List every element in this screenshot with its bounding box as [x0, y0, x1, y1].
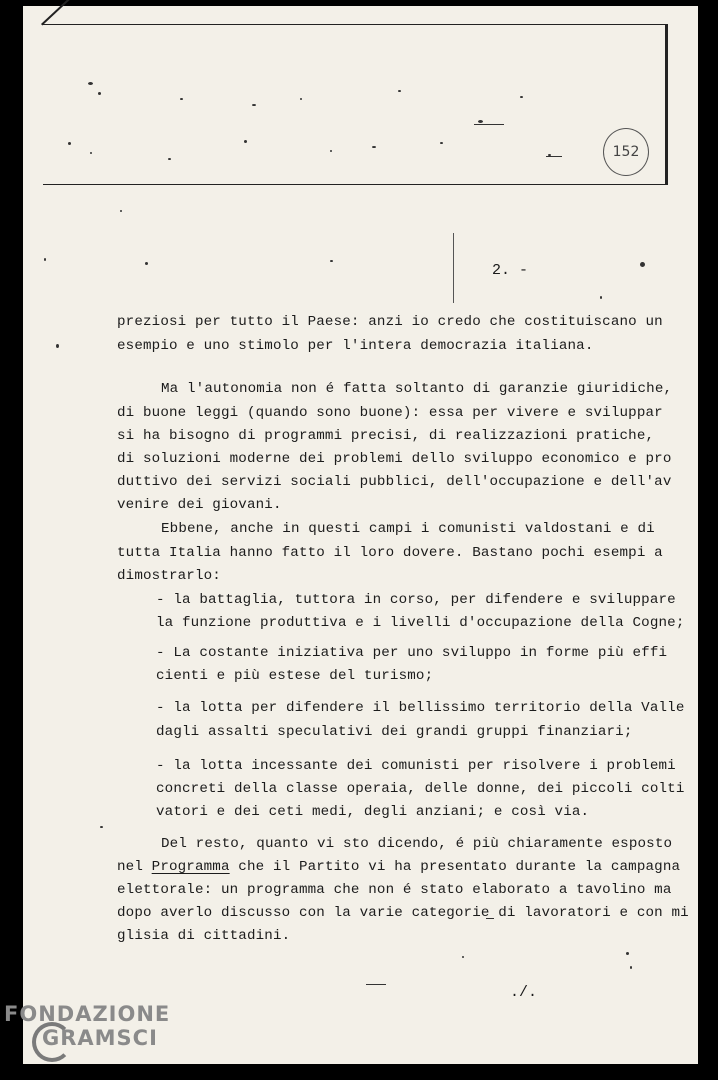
list-item-text: cienti e più estese del turismo;: [156, 668, 434, 684]
text-line: duttivo dei servizi sociali pubblici, dell'occupazione e dell'av: [117, 474, 672, 490]
text-line: elettorale: un programma che non é stato elaborato a tavolino ma: [117, 882, 672, 898]
text-line: preziosi per tutto il Paese: anzi io credo che costituiscano un: [117, 314, 663, 330]
text-line: glisia di cittadini.: [117, 928, 291, 944]
archive-number-stamp: 152: [603, 128, 649, 176]
programma-underlined: Programma: [151, 859, 230, 875]
page-divider-mark: [453, 233, 454, 303]
text-line: di buone leggi (quando sono buone): essa per vivere e sviluppar: [117, 405, 663, 421]
list-item-text: concreti della classe operaia, delle donne, dei piccoli colti: [156, 781, 685, 797]
text-line: Ebbene, anche in questi campi i comunisti valdostani e di: [161, 521, 655, 537]
list-item-text: vatori e dei ceti medi, degli anziani; e così via.: [156, 804, 590, 820]
text-line: Ma l'autonomia non é fatta soltanto di garanzie giuridiche,: [161, 381, 673, 397]
page-number: 2. -: [492, 262, 529, 279]
text-line: dimostrarlo:: [117, 568, 221, 584]
text-line: tutta Italia hanno fatto il loro dovere. Bastano pochi esempi a: [117, 545, 663, 561]
list-item-text: la funzione produttiva e i livelli d'occupazione della Cogne;: [156, 615, 685, 631]
text-segment: che il Partito vi ha presentato durante la campagna: [229, 859, 681, 875]
text-segment: nel: [117, 859, 152, 875]
text-line: Del resto, quanto vi sto dicendo, é più chiaramente esposto: [161, 836, 673, 852]
text-line: esempio e uno stimolo per l'intera democrazia italiana.: [117, 338, 594, 354]
watermark-line1: FONDAZIONE: [4, 1002, 171, 1026]
watermark-line2: GRAMSCI: [42, 1026, 158, 1050]
text-line: dopo averlo discusso con la varie categorie di lavoratori e con mi: [117, 905, 689, 921]
list-item-text: - La costante iniziativa per uno sviluppo in forme più effi: [156, 645, 668, 661]
text-line: di soluzioni moderne dei problemi dello sviluppo economico e pro: [117, 451, 672, 467]
list-item-text: - la lotta per difendere il bellissimo territorio della Valle: [156, 700, 685, 716]
text-line: venire dei giovani.: [117, 497, 282, 513]
continuation-mark: ./.: [510, 984, 538, 1001]
list-item-text: - la lotta incessante dei comunisti per risolvere i problemi: [156, 758, 676, 774]
text-line: [117, 859, 680, 875]
text-line: si ha bisogno di programmi precisi, di realizzazioni pratiche,: [117, 428, 655, 444]
list-item-text: - la battaglia, tuttora in corso, per difendere e sviluppare: [156, 592, 676, 608]
list-item-text: dagli assalti speculativi dei grandi gruppi finanziari;: [156, 724, 633, 740]
header-box: [43, 24, 668, 185]
